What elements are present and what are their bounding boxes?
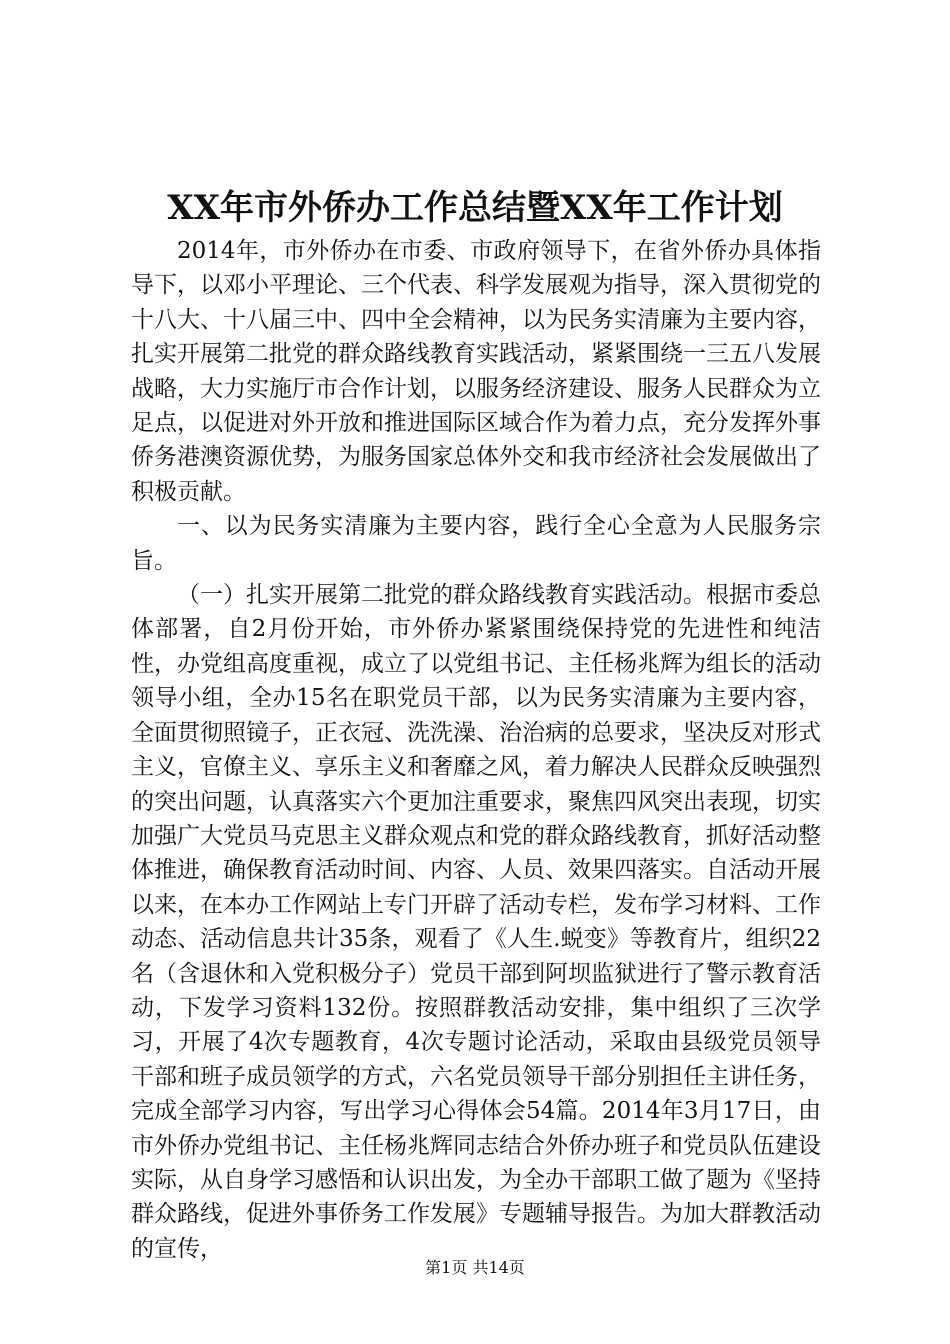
paragraph-intro: 2014年，市外侨办在市委、市政府领导下，在省外侨办具体指导下，以邓小平理论、三个代表、科学发展观为指导，深入贯彻党的十八大、十八届三中、四中全会精神，以为民务实清廉为主要内容，扎实开展第二批党的群众路线教育实践活动，紧紧围绕一三五八发展战略，大力实施厅市合作计划，以服务经济建设、服务人民群众为立足点，以促进对外开放和推进国际区域合作为着力点，充分发挥外事侨务港澳资源优势，为服务国家总体外交和我市经济社会发展做出了积极贡献。 — [131, 238, 821, 505]
document-title: XX年市外侨办工作总结暨XX年工作计划 — [167, 188, 783, 228]
page-number-footer: 第1页 共14页 — [425, 1258, 525, 1277]
paragraph-subsection: （一）扎实开展第二批党的群众路线教育实践活动。根据市委总体部署，自2月份开始，市外侨办紧紧围绕保持党的先进性和纯洁性，办党组高度重视，成立了以党组书记、主任杨兆辉为组长的活动领导小组，全办15名在职党员干部，以为民务实清廉为主要内容，全面贯彻照镜子，正衣冠、洗洗澡、治治病的总要求，坚决反对形式主义，官僚主义、享乐主义和奢靡之风，着力解决人民群众反映强烈的突出问题，认真落实六个更加注重要求，聚焦四风突出表现，切实加强广大党员马克思主义群众观点和党的群众路线教育，抓好活动整体推进，确保教育活动时间、内容、人员、效果四落实。自活动开展以来，在本办工作网站上专门开辟了活动专栏，发布学习材料、工作动态、活动信息共计35条，观看了《人生.蜕变》等教育片，组织22名（含退休和入党积极分子）党员干部到阿坝监狱进行了警示教育活动，下发学习资料132份。按照群教活动安排，集中组织了三次学习，开展了4次专题教育，4次专题讨论活动，采取由县级党员领导干部和班子成员领学的方式，六名党员领导干部分别担任主讲任务，完成全部学习内容，写出学习心得体会54篇。2014年3月17日，由市外侨办党组书记、主任杨兆辉同志结合外侨办班子和党员队伍建设实际，从自身学习感悟和认识出发，为全办干部职工做了题为《坚持群众路线，促进外事侨务工作发展》专题辅导报告。为加大群教活动的宣传， — [131, 582, 821, 1262]
paragraph-section-heading: 一、以为民务实清廉为主要内容，践行全心全意为人民服务宗旨。 — [131, 513, 821, 574]
document-body — [131, 234, 821, 1266]
